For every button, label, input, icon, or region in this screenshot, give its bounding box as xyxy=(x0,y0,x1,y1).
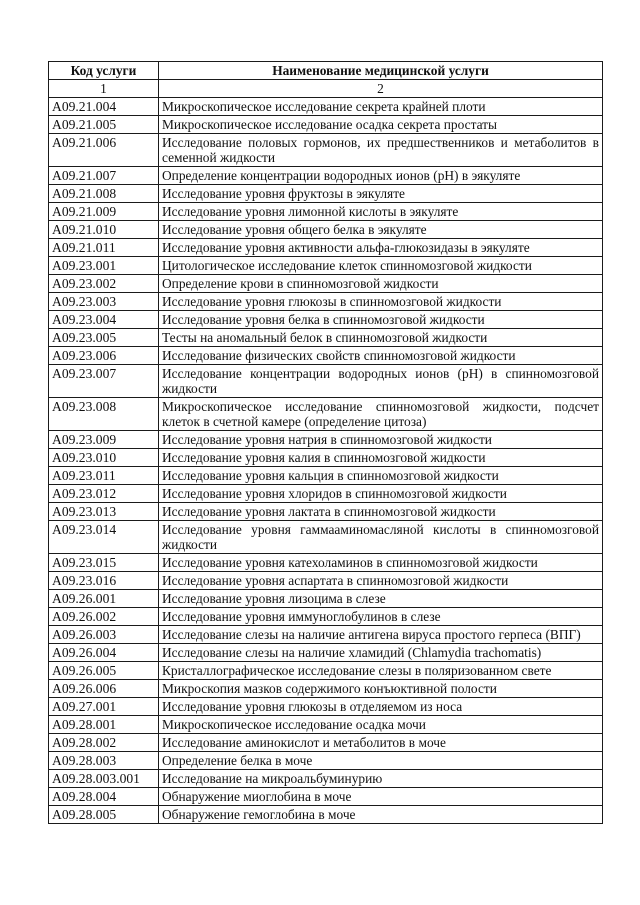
service-name: Исследование физических свойств спинномозговой жидкости xyxy=(159,347,603,365)
service-name: Исследование уровня лизоцима в слезе xyxy=(159,590,603,608)
service-code: A09.28.002 xyxy=(49,734,159,752)
service-name: Исследование уровня катехоламинов в спинномозговой жидкости xyxy=(159,554,603,572)
service-name: Микроскопия мазков содержимого конъюктивной полости xyxy=(159,680,603,698)
service-code: A09.21.007 xyxy=(49,167,159,185)
service-name: Исследование уровня активности альфа-глюкозидазы в эякуляте xyxy=(159,239,603,257)
table-row xyxy=(49,680,603,698)
column-number-row xyxy=(49,80,603,98)
service-name: Исследование аминокислот и метаболитов в моче xyxy=(159,734,603,752)
table-row xyxy=(49,311,603,329)
service-code: A09.28.005 xyxy=(49,806,159,824)
service-code: A09.23.003 xyxy=(49,293,159,311)
table-row xyxy=(49,239,603,257)
table-row xyxy=(49,275,603,293)
service-name: Исследование уровня общего белка в эякуляте xyxy=(159,221,603,239)
service-name: Исследование уровня хлоридов в спинномозговой жидкости xyxy=(159,485,603,503)
service-name: Исследование уровня белка в спинномозговой жидкости xyxy=(159,311,603,329)
table-row xyxy=(49,347,603,365)
table-row xyxy=(49,698,603,716)
service-name: Микроскопическое исследование осадка мочи xyxy=(159,716,603,734)
table-row xyxy=(49,221,603,239)
service-code: A09.23.011 xyxy=(49,467,159,485)
table-row xyxy=(49,98,603,116)
table-row xyxy=(49,521,603,554)
header-row xyxy=(49,62,603,80)
table-row xyxy=(49,752,603,770)
table-row xyxy=(49,590,603,608)
service-name: Цитологическое исследование клеток спинномозговой жидкости xyxy=(159,257,603,275)
service-name: Определение крови в спинномозговой жидкости xyxy=(159,275,603,293)
table-row xyxy=(49,203,603,221)
service-code: A09.23.010 xyxy=(49,449,159,467)
service-code: A09.28.003.001 xyxy=(49,770,159,788)
service-code: A09.23.014 xyxy=(49,521,159,554)
table-row xyxy=(49,134,603,167)
table-row xyxy=(49,431,603,449)
table-row xyxy=(49,806,603,824)
service-name: Тесты на аномальный белок в спинномозговой жидкости xyxy=(159,329,603,347)
table-row xyxy=(49,788,603,806)
service-name: Исследование уровня лактата в спинномозговой жидкости xyxy=(159,503,603,521)
service-code: A09.23.004 xyxy=(49,311,159,329)
table-row xyxy=(49,293,603,311)
table-body xyxy=(49,98,603,824)
header-name: Наименование медицинской услуги xyxy=(159,62,603,80)
service-code: A09.23.015 xyxy=(49,554,159,572)
table-row xyxy=(49,398,603,431)
service-name: Кристаллографическое исследование слезы в поляризованном свете xyxy=(159,662,603,680)
service-code: A09.23.012 xyxy=(49,485,159,503)
service-code: A09.23.009 xyxy=(49,431,159,449)
header-code: Код услуги xyxy=(49,62,159,80)
table-row xyxy=(49,467,603,485)
table-row xyxy=(49,644,603,662)
service-code: A09.23.013 xyxy=(49,503,159,521)
service-code: A09.26.005 xyxy=(49,662,159,680)
service-code: A09.21.010 xyxy=(49,221,159,239)
service-code: A09.23.005 xyxy=(49,329,159,347)
service-name: Исследование половых гормонов, их предшественников и метаболитов в семенной жидкости xyxy=(159,134,603,167)
service-code: A09.23.007 xyxy=(49,365,159,398)
service-name: Исследование уровня калия в спинномозговой жидкости xyxy=(159,449,603,467)
table-row xyxy=(49,626,603,644)
table-row xyxy=(49,365,603,398)
service-code: A09.28.001 xyxy=(49,716,159,734)
service-name: Исследование уровня глюкозы в отделяемом из носа xyxy=(159,698,603,716)
table-row xyxy=(49,116,603,134)
table-row xyxy=(49,185,603,203)
service-code: A09.26.002 xyxy=(49,608,159,626)
table-row xyxy=(49,716,603,734)
service-name: Определение концентрации водородных ионов (pH) в эякуляте xyxy=(159,167,603,185)
service-name: Исследование уровня натрия в спинномозговой жидкости xyxy=(159,431,603,449)
column-number-code: 1 xyxy=(49,80,159,98)
medical-services-table xyxy=(48,61,603,824)
table-row xyxy=(49,449,603,467)
service-name: Исследование уровня глюкозы в спинномозговой жидкости xyxy=(159,293,603,311)
service-name: Микроскопическое исследование спинномозговой жидкости, подсчет клеток в счетной камере (определение цитоза) xyxy=(159,398,603,431)
service-name: Исследование уровня лимонной кислоты в эякуляте xyxy=(159,203,603,221)
table-row xyxy=(49,167,603,185)
service-code: A09.28.004 xyxy=(49,788,159,806)
service-code: A09.21.005 xyxy=(49,116,159,134)
service-code: A09.21.008 xyxy=(49,185,159,203)
table-row xyxy=(49,554,603,572)
service-name: Исследование уровня аспартата в спинномозговой жидкости xyxy=(159,572,603,590)
service-code: A09.28.003 xyxy=(49,752,159,770)
table-row xyxy=(49,485,603,503)
service-code: A09.21.004 xyxy=(49,98,159,116)
service-code: A09.23.002 xyxy=(49,275,159,293)
table-row xyxy=(49,257,603,275)
table-row xyxy=(49,608,603,626)
service-name: Исследование концентрации водородных ионов (pH) в спинномозговой жидкости xyxy=(159,365,603,398)
service-name: Исследование уровня фруктозы в эякуляте xyxy=(159,185,603,203)
service-name: Микроскопическое исследование секрета крайней плоти xyxy=(159,98,603,116)
service-name: Исследование уровня кальция в спинномозговой жидкости xyxy=(159,467,603,485)
service-name: Микроскопическое исследование осадка секрета простаты xyxy=(159,116,603,134)
service-name: Обнаружение гемоглобина в моче xyxy=(159,806,603,824)
service-code: A09.26.004 xyxy=(49,644,159,662)
table-row xyxy=(49,770,603,788)
table-row xyxy=(49,662,603,680)
service-name: Исследование уровня иммуноглобулинов в слезе xyxy=(159,608,603,626)
service-code: A09.23.006 xyxy=(49,347,159,365)
table-row xyxy=(49,503,603,521)
table-row xyxy=(49,734,603,752)
table-header xyxy=(49,62,603,98)
service-code: A09.27.001 xyxy=(49,698,159,716)
column-number-name: 2 xyxy=(159,80,603,98)
table-row xyxy=(49,572,603,590)
service-name: Исследование слезы на наличие антигена вируса простого герпеса (ВПГ) xyxy=(159,626,603,644)
service-name: Исследование на микроальбуминурию xyxy=(159,770,603,788)
service-name: Исследование слезы на наличие хламидий (Chlamydia trachomatis) xyxy=(159,644,603,662)
service-code: A09.21.009 xyxy=(49,203,159,221)
service-code: A09.23.008 xyxy=(49,398,159,431)
service-code: A09.26.006 xyxy=(49,680,159,698)
service-code: A09.23.001 xyxy=(49,257,159,275)
service-name: Обнаружение миоглобина в моче xyxy=(159,788,603,806)
service-code: A09.23.016 xyxy=(49,572,159,590)
service-name: Исследование уровня гаммааминомасляной кислоты в спинномозговой жидкости xyxy=(159,521,603,554)
service-code: A09.21.011 xyxy=(49,239,159,257)
service-code: A09.26.003 xyxy=(49,626,159,644)
service-name: Определение белка в моче xyxy=(159,752,603,770)
table-row xyxy=(49,329,603,347)
document-page xyxy=(48,61,602,824)
service-code: A09.21.006 xyxy=(49,134,159,167)
service-code: A09.26.001 xyxy=(49,590,159,608)
